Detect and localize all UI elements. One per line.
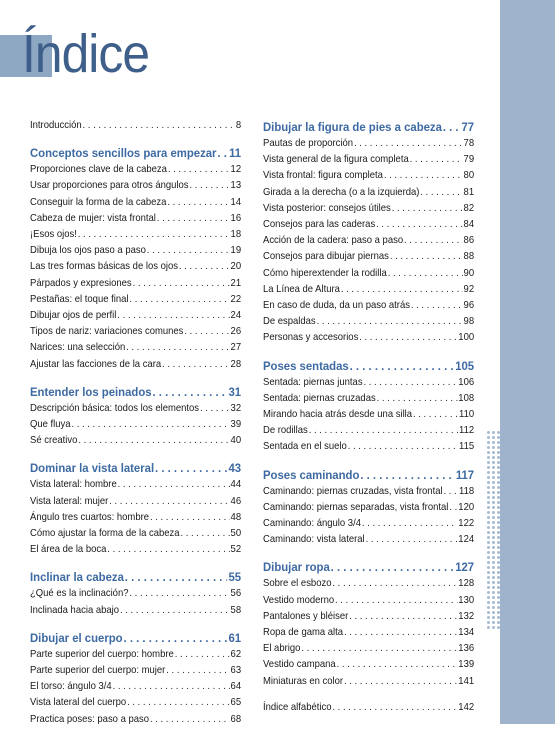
toc-page-number: 105: [455, 358, 475, 373]
toc-entry[interactable]: [30, 324, 241, 340]
dot-leader: [377, 391, 458, 407]
toc-page-number: 50: [230, 528, 242, 540]
toc-page-number: 31: [228, 384, 242, 399]
toc-entry[interactable]: [30, 259, 241, 275]
dot-leader: [129, 586, 229, 602]
toc-entry[interactable]: [30, 162, 241, 178]
dot-leader: [118, 477, 230, 493]
toc-page-number: 58: [230, 604, 242, 616]
toc-page-number: 13: [230, 180, 242, 192]
toc-page-number: 136: [458, 643, 475, 655]
toc-entry[interactable]: [30, 308, 241, 324]
dot-leader: [78, 227, 230, 243]
toc-entry-label: Pautas de proporción: [263, 138, 354, 149]
toc-entry-label: Mirando hacia atrás desde una silla: [263, 409, 413, 421]
toc-page-number: 65: [230, 697, 242, 709]
toc-page-number: 98: [463, 316, 475, 328]
toc-page-number: 106: [458, 376, 475, 388]
toc-entry-label: El torso: ángulo 3/4: [30, 681, 112, 693]
dot-leader: [449, 500, 457, 516]
dot-leader: [335, 593, 457, 609]
toc-entry[interactable]: [30, 712, 241, 728]
toc-entry-label: Consejos para las caderas: [263, 219, 376, 231]
toc-entry[interactable]: [263, 532, 474, 548]
toc-entry[interactable]: [263, 500, 474, 516]
dot-leader: [71, 417, 229, 433]
toc-page-number: 100: [458, 332, 475, 344]
toc-page-number: 120: [458, 501, 475, 513]
toc-page-number: 110: [458, 409, 475, 421]
toc-page-number: 82: [463, 202, 475, 214]
toc-page-number: 117: [455, 467, 475, 482]
toc-page-number: 81: [463, 186, 475, 198]
toc-heading-label: Poses caminando: [263, 467, 360, 482]
toc-entry-label: Cómo hiperextender la rodilla: [263, 267, 387, 279]
toc-page-number: 44: [230, 479, 242, 491]
toc-entry-label: Caminando: piernas cruzadas, vista frontal: [263, 485, 443, 497]
toc-section: [30, 629, 240, 728]
toc-entry-label: Ajustar las facciones de la cara: [30, 358, 162, 370]
toc-entry[interactable]: [30, 401, 241, 417]
dot-leader: [354, 136, 463, 152]
toc-section-heading[interactable]: [30, 144, 241, 162]
toc-page-number: 132: [458, 610, 475, 622]
toc-entry-label: Las tres formas básicas de los ojos: [30, 261, 178, 273]
dot-leader: [348, 439, 458, 455]
toc-page-number: 96: [463, 300, 475, 312]
toc-page-number: 48: [230, 511, 242, 523]
page-title: Índice: [22, 24, 150, 84]
toc-section-heading[interactable]: [263, 466, 474, 484]
toc-heading-label: Entender los peinados: [30, 384, 152, 399]
dot-leader: [83, 118, 235, 134]
toc-page-number: 24: [230, 310, 242, 322]
toc-entry-label: Vista posterior: consejos útiles: [263, 202, 391, 214]
toc-page-number: 32: [230, 402, 242, 414]
dot-leader: [444, 484, 459, 500]
toc-entry-label: Vista lateral: mujer: [30, 495, 109, 507]
toc-page-number: 128: [458, 578, 475, 590]
toc-page-number: 22: [230, 293, 242, 305]
toc-entry[interactable]: [30, 647, 241, 663]
toc-right-column: [263, 118, 473, 726]
toc-entry[interactable]: [263, 391, 474, 407]
toc-entry-label: Practica poses: paso a paso: [30, 713, 150, 725]
toc-entry[interactable]: [30, 118, 241, 134]
dot-leader: [349, 609, 457, 625]
dot-leader: [184, 324, 229, 340]
toc-heading-label: Dibujar ropa: [263, 560, 330, 575]
toc-entry[interactable]: [30, 542, 241, 558]
toc-entry-label: Párpados y expresiones: [30, 277, 132, 289]
toc-section-heading[interactable]: [263, 118, 474, 136]
toc-entry[interactable]: [30, 178, 241, 194]
toc-entry[interactable]: [263, 282, 474, 298]
toc-entry[interactable]: [263, 185, 474, 201]
toc-section-heading[interactable]: [263, 558, 474, 576]
dot-leader: [120, 603, 230, 619]
toc-entry-label: Que fluya: [30, 419, 71, 431]
toc-page-number: 14: [230, 196, 242, 208]
toc-page-number: 16: [230, 212, 242, 224]
toc-heading-label: Inclinar la cabeza: [30, 570, 124, 585]
dot-leader: [390, 249, 463, 265]
toc-entry-label: Parte superior del cuerpo: hombre: [30, 648, 174, 660]
dot-leader: [360, 466, 455, 484]
toc-entry[interactable]: [263, 152, 474, 168]
toc-entry[interactable]: [263, 609, 474, 625]
toc-entry[interactable]: [30, 340, 241, 356]
toc-page-number: 112: [458, 425, 475, 437]
dot-leader: [152, 383, 227, 401]
toc-page-number: 12: [230, 164, 242, 176]
dot-leader: [155, 459, 228, 477]
toc-entry-label: Cómo ajustar la forma de la cabeza: [30, 528, 180, 540]
dot-leader: [167, 195, 229, 211]
toc-entry[interactable]: [263, 407, 474, 423]
toc-entry[interactable]: [263, 330, 474, 346]
toc-page-number: 84: [463, 219, 475, 231]
dot-leader: [166, 663, 229, 679]
toc-entry[interactable]: [263, 657, 474, 673]
dot-leader: [217, 144, 228, 162]
dot-leader: [125, 568, 228, 586]
dot-leader: [150, 510, 230, 526]
toc-page-number: 86: [463, 235, 475, 247]
dot-leader: [331, 558, 455, 576]
toc-page-number: 78: [463, 138, 475, 149]
toc-section: [263, 700, 473, 716]
toc-entry-label: Índice alfabético: [263, 701, 332, 713]
dot-leader: [392, 201, 463, 217]
dot-leader: [168, 162, 230, 178]
toc-entry-label: ¡Esos ojos!: [30, 229, 77, 241]
toc-section: [30, 118, 240, 134]
toc-page-number: 46: [230, 495, 242, 507]
dot-leader: [410, 152, 463, 168]
toc-page-number: 124: [458, 534, 475, 546]
toc-page-number: 88: [463, 251, 475, 263]
toc-heading-label: Dibujar la figura de pies a cabeza: [263, 120, 442, 134]
toc-entry-label: Vista lateral del cuerpo: [30, 697, 127, 709]
toc-heading-label: Dibujar el cuerpo: [30, 630, 123, 645]
toc-entry[interactable]: [30, 586, 241, 602]
dot-leader: [181, 526, 230, 542]
dot-leader: [344, 674, 457, 690]
toc-heading-label: Poses sentadas: [263, 358, 349, 373]
toc-section-heading[interactable]: [30, 383, 241, 401]
toc-section-heading[interactable]: [30, 459, 241, 477]
toc-entry[interactable]: [263, 314, 474, 330]
toc-entry-label: Pantalones y bléiser: [263, 610, 349, 622]
dot-leader: [362, 516, 457, 532]
toc-entry-label: Introducción: [30, 120, 82, 131]
toc-entry-label: Sentada: piernas juntas: [263, 376, 363, 388]
dot-leader: [344, 625, 457, 641]
toc-page-number: 118: [458, 485, 475, 497]
toc-entry[interactable]: [30, 227, 241, 243]
dot-leader: [404, 233, 463, 249]
dot-leader: [413, 407, 458, 423]
toc-entry[interactable]: [30, 477, 241, 493]
toc-page-number: 80: [463, 170, 475, 182]
toc-entry[interactable]: [263, 375, 474, 391]
toc-section: [263, 466, 473, 549]
toc-section: [30, 459, 240, 558]
toc-page-number: 134: [458, 627, 475, 639]
toc-entry[interactable]: [30, 292, 241, 308]
toc-entry[interactable]: [263, 298, 474, 314]
toc-entry-label: Sé creativo: [30, 435, 78, 447]
dot-leader: [443, 118, 461, 136]
toc-entry[interactable]: [30, 603, 241, 619]
toc-entry[interactable]: [30, 417, 241, 433]
decorative-dot-pattern: [486, 430, 555, 630]
dot-leader: [129, 292, 229, 308]
toc-entry-label: Conseguir la forma de la cabeza: [30, 196, 167, 208]
toc-entry[interactable]: [263, 625, 474, 641]
toc-entry-label: Vista lateral: hombre: [30, 479, 117, 491]
toc-entry-label: Vestido moderno: [263, 594, 335, 606]
toc-entry[interactable]: [263, 249, 474, 265]
toc-page-number: 92: [463, 283, 475, 295]
toc-entry[interactable]: [263, 136, 474, 152]
toc-entry-label: Cabeza de mujer: vista frontal: [30, 212, 156, 224]
toc-page-number: 122: [458, 518, 475, 530]
dot-leader: [189, 178, 229, 194]
toc-entry[interactable]: [263, 233, 474, 249]
toc-entry[interactable]: [30, 510, 241, 526]
dot-leader: [337, 657, 458, 673]
toc-entry[interactable]: [263, 168, 474, 184]
dot-leader: [388, 266, 463, 282]
toc-entry-label: La Línea de Altura: [263, 283, 340, 295]
toc-entry-label: Girada a la derecha (o a la izquierda): [263, 186, 420, 198]
toc-entry[interactable]: [263, 700, 474, 716]
toc-entry[interactable]: [263, 641, 474, 657]
toc-entry-label: De espaldas: [263, 316, 316, 328]
toc-page-number: 62: [230, 648, 242, 660]
toc-entry[interactable]: [263, 484, 474, 500]
toc-entry-label: Pestañas: el toque final: [30, 293, 129, 305]
toc-entry-label: Personas y accesorios: [263, 332, 359, 344]
toc-entry[interactable]: [30, 211, 241, 227]
toc-entry[interactable]: [263, 439, 474, 455]
dot-leader: [126, 340, 229, 356]
dot-leader: [376, 217, 463, 233]
toc-entry-label: Caminando: vista lateral: [263, 534, 365, 546]
dot-leader: [107, 542, 229, 558]
toc-entry-label: Ropa de gama alta: [263, 627, 344, 639]
toc-entry[interactable]: [30, 695, 241, 711]
dot-leader: [332, 576, 457, 592]
toc-page-number: 130: [458, 594, 475, 606]
toc-entry[interactable]: [263, 576, 474, 592]
toc-entry[interactable]: [263, 217, 474, 233]
dot-leader: [332, 700, 457, 716]
toc-section-heading[interactable]: [263, 357, 474, 375]
dot-leader: [411, 298, 463, 314]
toc-page-number: 77: [461, 120, 475, 134]
toc-entry[interactable]: [30, 357, 241, 373]
toc-page-number: 52: [230, 544, 242, 556]
dot-leader: [384, 168, 463, 184]
dot-leader: [113, 679, 230, 695]
toc-entry-label: Miniaturas en color: [263, 675, 344, 687]
toc-entry-label: Proporciones clave de la cabeza: [30, 164, 167, 176]
toc-entry-label: Parte superior del cuerpo: mujer: [30, 665, 166, 677]
toc-page-number: 142: [458, 701, 475, 713]
toc-page-number: 43: [228, 461, 242, 476]
toc-entry[interactable]: [30, 433, 241, 449]
dot-leader: [359, 330, 457, 346]
toc-entry-label: Tipos de nariz: variaciones comunes: [30, 326, 184, 338]
toc-entry-label: Sobre el esbozo: [263, 578, 332, 590]
toc-page-number: 55: [228, 570, 242, 585]
toc-entry-label: Usar proporciones para otros ángulos: [30, 180, 189, 192]
toc-entry[interactable]: [30, 526, 241, 542]
toc-entry[interactable]: [30, 679, 241, 695]
dot-leader: [200, 401, 230, 417]
toc-entry-label: Vestido campana: [263, 659, 336, 671]
toc-entry-label: Narices: una selección: [30, 342, 126, 354]
toc-entry-label: ¿Qué es la inclinación?: [30, 588, 129, 600]
toc-left-column: [30, 118, 240, 738]
dot-leader: [162, 357, 230, 373]
toc-entry-label: Caminando: piernas separadas, vista frontal: [263, 501, 449, 513]
toc-entry-label: Descripción básica: todos los elementos: [30, 402, 200, 414]
toc-page-number: 141: [458, 675, 475, 687]
dot-leader: [341, 282, 463, 298]
toc-entry-label: Vista general de la figura completa: [263, 154, 409, 166]
toc-page-number: 139: [458, 659, 475, 671]
toc-section-heading[interactable]: [30, 568, 241, 586]
toc-entry-label: Caminando: ángulo 3/4: [263, 518, 361, 530]
toc-section: [30, 144, 240, 373]
dot-leader: [363, 375, 457, 391]
toc-entry-label: Consejos para dibujar piernas: [263, 251, 389, 263]
dot-leader: [78, 433, 229, 449]
dot-leader: [147, 243, 230, 259]
toc-page-number: 40: [230, 435, 242, 447]
toc-entry[interactable]: [263, 423, 474, 439]
dot-leader: [150, 712, 230, 728]
toc-section: [30, 383, 240, 450]
dot-leader: [350, 357, 455, 375]
toc-entry-label: Dibuja los ojos paso a paso: [30, 245, 146, 257]
toc-page-number: 68: [230, 713, 242, 725]
toc-entry-label: Ángulo tres cuartos: hombre: [30, 511, 150, 523]
toc-entry[interactable]: [263, 266, 474, 282]
toc-entry-label: En caso de duda, da un paso atrás: [263, 300, 410, 312]
toc-page-number: 20: [230, 261, 242, 273]
toc-page-number: 127: [455, 560, 475, 575]
toc-page-number: 79: [463, 154, 475, 166]
toc-page-number: 64: [230, 681, 242, 693]
dot-leader: [133, 276, 230, 292]
toc-entry[interactable]: [263, 593, 474, 609]
toc-page-number: 28: [230, 358, 242, 370]
toc-entry-label: El área de la boca: [30, 544, 107, 556]
toc-section: [263, 118, 473, 347]
toc-entry[interactable]: [263, 201, 474, 217]
toc-heading-label: Conceptos sencillos para empezar: [30, 146, 217, 161]
toc-page-number: 26: [230, 326, 242, 338]
dot-leader: [309, 423, 458, 439]
toc-entry[interactable]: [30, 243, 241, 259]
dot-leader: [117, 308, 229, 324]
toc-entry-label: El abrigo: [263, 643, 301, 655]
dot-leader: [301, 641, 457, 657]
toc-page-number: 61: [228, 630, 242, 645]
toc-entry[interactable]: [30, 663, 241, 679]
toc-page-number: 115: [458, 441, 475, 453]
dot-leader: [317, 314, 463, 330]
toc-section: [263, 558, 473, 689]
dot-leader: [124, 629, 228, 647]
toc-entry[interactable]: [30, 276, 241, 292]
toc-entry-label: De rodillas: [263, 425, 308, 437]
toc-page-number: 63: [230, 665, 242, 677]
toc-page-number: 56: [230, 588, 242, 600]
toc-page-number: 8: [235, 120, 242, 131]
toc-section-heading[interactable]: [30, 629, 241, 647]
toc-entry-label: Dibujar ojos de perfil: [30, 310, 117, 322]
toc-entry-label: Sentada en el suelo: [263, 441, 347, 453]
toc-page-number: 18: [230, 229, 242, 241]
dot-leader: [157, 211, 230, 227]
toc-page-number: 90: [463, 267, 475, 279]
toc-entry[interactable]: [30, 195, 241, 211]
toc-entry-label: Sentada: piernas cruzadas: [263, 392, 376, 404]
toc-page-number: 108: [458, 392, 475, 404]
toc-entry[interactable]: [263, 674, 474, 690]
dot-leader: [175, 647, 230, 663]
toc-page-number: 21: [230, 277, 242, 289]
dot-leader: [127, 695, 229, 711]
toc-entry[interactable]: [263, 516, 474, 532]
toc-page-number: 39: [230, 419, 242, 431]
dot-leader: [179, 259, 230, 275]
toc-entry-label: Inclinada hacia abajo: [30, 604, 120, 616]
toc-heading-label: Dominar la vista lateral: [30, 461, 155, 476]
toc-entry[interactable]: [30, 494, 241, 510]
toc-entry-label: Vista frontal: figura completa: [263, 170, 383, 182]
toc-page-number: 19: [230, 245, 242, 257]
dot-leader: [109, 494, 229, 510]
toc-page-number: 11: [229, 146, 242, 161]
dot-leader: [366, 532, 458, 548]
toc-entry-label: Acción de la cadera: paso a paso: [263, 235, 404, 247]
toc-section: [263, 357, 473, 456]
dot-leader: [420, 185, 462, 201]
toc-section: [30, 568, 240, 618]
toc-page-number: 27: [230, 342, 242, 354]
